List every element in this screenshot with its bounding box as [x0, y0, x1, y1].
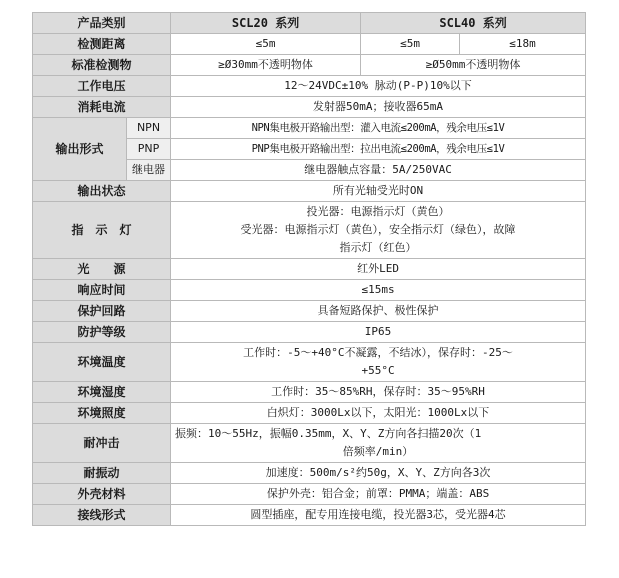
label-housing: 外壳材料	[33, 484, 171, 505]
label-light-source: 光 源	[33, 259, 171, 280]
label-illuminance: 环境照度	[33, 403, 171, 424]
value-light-source: 红外LED	[171, 259, 586, 280]
value-output-state: 所有光轴受光时ON	[171, 181, 586, 202]
indicator-line-2: 受光器：电源指示灯（黄色），安全指示灯（绿色），故障	[240, 223, 516, 236]
value-temperature	[171, 343, 586, 382]
header-scl20: SCL20 系列	[171, 13, 361, 34]
label-wiring: 接线形式	[33, 505, 171, 526]
row-indicator	[33, 202, 586, 259]
value-detect-distance-scl20: ≤5m	[171, 34, 361, 55]
row-protection-grade	[33, 322, 586, 343]
header-category: 产品类别	[33, 13, 171, 34]
label-output-npn: NPN	[127, 118, 171, 139]
row-response	[33, 280, 586, 301]
temperature-line-1: 工作时：-5～+40°C不凝露，不结冰），保存时：-25～	[243, 346, 513, 359]
indicator-line-3: 指示灯（红色）	[339, 241, 417, 254]
spec-table	[32, 12, 586, 526]
label-output: 输出形式	[33, 118, 127, 181]
value-indicator	[171, 202, 586, 259]
value-detect-distance-scl40-b: ≤18m	[460, 34, 586, 55]
value-wiring: 圆型插座，配专用连接电缆，投光器3芯，受光器4芯	[171, 505, 586, 526]
row-illuminance	[33, 403, 586, 424]
value-current: 发射器50mA；接收器65mA	[171, 97, 586, 118]
value-output-npn: NPN集电极开路输出型：灌入电流≤200mA，残余电压≤1V	[171, 118, 586, 139]
shock-line-2: 倍频率/min）	[342, 445, 414, 458]
label-humidity: 环境湿度	[33, 382, 171, 403]
value-std-object-scl40: ≥Ø50mm不透明物体	[361, 55, 586, 76]
label-temperature: 环境温度	[33, 343, 171, 382]
label-protection-grade: 防护等级	[33, 322, 171, 343]
row-output-state	[33, 181, 586, 202]
row-voltage	[33, 76, 586, 97]
label-output-pnp: PNP	[127, 139, 171, 160]
row-detect-distance	[33, 34, 586, 55]
value-std-object-scl20: ≥Ø30mm不透明物体	[171, 55, 361, 76]
value-response: ≤15ms	[171, 280, 586, 301]
value-voltage: 12～24VDC±10% 脉动(P-P)10%以下	[171, 76, 586, 97]
label-current: 消耗电流	[33, 97, 171, 118]
label-voltage: 工作电压	[33, 76, 171, 97]
row-protection-circuit	[33, 301, 586, 322]
row-shock	[33, 424, 586, 463]
label-detect-distance: 检测距离	[33, 34, 171, 55]
row-std-object	[33, 55, 586, 76]
row-light-source	[33, 259, 586, 280]
row-temperature	[33, 343, 586, 382]
label-std-object: 标准检测物	[33, 55, 171, 76]
row-output-npn	[33, 118, 586, 139]
value-output-pnp: PNP集电极开路输出型：拉出电流≤200mA，残余电压≤1V	[171, 139, 586, 160]
label-vibration: 耐振动	[33, 463, 171, 484]
value-housing: 保护外壳：铝合金；前罩：PMMA；端盖：ABS	[171, 484, 586, 505]
value-protection-grade: IP65	[171, 322, 586, 343]
value-shock	[171, 424, 586, 463]
row-current	[33, 97, 586, 118]
value-output-relay: 继电器触点容量：5A/250VAC	[171, 160, 586, 181]
value-illuminance: 白炽灯：3000Lx以下，太阳光：1000Lx以下	[171, 403, 586, 424]
value-vibration: 加速度：500m/s²约50g，X、Y、Z方向各3次	[171, 463, 586, 484]
label-output-relay: 继电器	[127, 160, 171, 181]
temperature-line-2: +55°C	[361, 364, 395, 377]
header-scl40: SCL40 系列	[361, 13, 586, 34]
row-humidity	[33, 382, 586, 403]
indicator-line-1: 投光器：电源指示灯（黄色）	[306, 205, 450, 218]
value-protection-circuit: 具备短路保护、极性保护	[171, 301, 586, 322]
row-wiring	[33, 505, 586, 526]
shock-line-1: 振频：10～55Hz，振幅0.35mm，X、Y、Z方向各扫描20次（1	[175, 427, 482, 440]
label-indicator: 指 示 灯	[33, 202, 171, 259]
label-output-state: 输出状态	[33, 181, 171, 202]
label-response: 响应时间	[33, 280, 171, 301]
label-shock: 耐冲击	[33, 424, 171, 463]
row-housing	[33, 484, 586, 505]
label-protection-circuit: 保护回路	[33, 301, 171, 322]
header-row	[33, 13, 586, 34]
value-humidity: 工作时：35～85%RH，保存时：35～95%RH	[171, 382, 586, 403]
value-detect-distance-scl40-a: ≤5m	[361, 34, 460, 55]
row-vibration	[33, 463, 586, 484]
